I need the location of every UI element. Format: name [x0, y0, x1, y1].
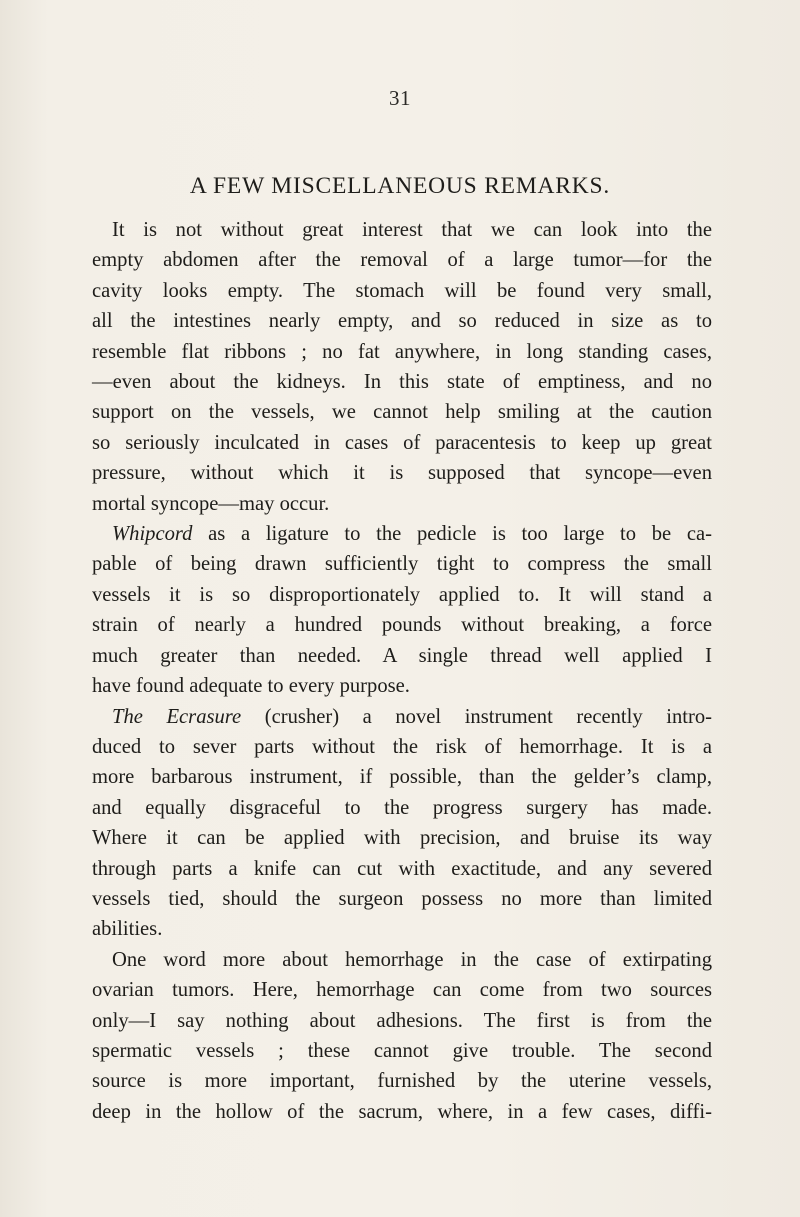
- text-line: vessels tied, should the surgeon possess no more than limited: [92, 887, 712, 910]
- text-line: all the intestines nearly empty, and so reduced in size as to: [92, 310, 712, 333]
- text-line: pable of being drawn sufficiently tight to compress the small: [92, 553, 712, 576]
- paragraph-2: [92, 519, 712, 701]
- text-line: mortal syncope—may occur.: [92, 492, 330, 515]
- italic-term-whipcord: Whipcord: [112, 523, 193, 546]
- text-line: have found adequate to every purpose.: [92, 675, 410, 698]
- text-line: deep in the hollow of the sacrum, where, in a few cases, diffi-: [92, 1100, 712, 1123]
- text-line: more barbarous instrument, if possible, than the gelder’s clamp,: [92, 766, 712, 789]
- text-line: source is more important, furnished by the uterine vessels,: [92, 1070, 712, 1093]
- text-line: empty abdomen after the removal of a large tumor—for the: [92, 249, 712, 272]
- body-text: [92, 215, 712, 1127]
- text-line: and equally disgraceful to the progress surgery has made.: [92, 796, 712, 819]
- text-line: pressure, without which it is supposed that syncope—even: [92, 462, 712, 485]
- text-line: Where it can be applied with precision, and bruise its way: [92, 827, 712, 850]
- text-line: only—I say nothing about adhesions. The first is from the: [92, 1009, 712, 1032]
- paragraph-3: [92, 702, 712, 945]
- text-line: much greater than needed. A single thread well applied I: [92, 644, 712, 667]
- text-line: The Ecrasure (crusher) a novel instrument recently intro-: [112, 705, 712, 728]
- paragraph-1: [92, 215, 712, 519]
- text-line: One word more about hemorrhage in the case of extirpating: [112, 948, 712, 971]
- text-line: It is not without great interest that we can look into the: [112, 219, 712, 241]
- text-line: through parts a knife can cut with exactitude, and any severed: [92, 857, 712, 880]
- italic-term-ecrasure: The Ecrasure: [112, 705, 242, 728]
- text-line: vessels it is so disproportionately applied to. It will stand a: [92, 583, 712, 606]
- text-line: ovarian tumors. Here, hemorrhage can come from two sources: [92, 979, 712, 1002]
- text-line: abilities.: [92, 918, 163, 941]
- text-line: —even about the kidneys. In this state of emptiness, and no: [92, 371, 712, 394]
- text-line: support on the vessels, we cannot help smiling at the caution: [92, 401, 712, 424]
- page-number: 31: [389, 86, 411, 110]
- text-line: cavity looks empty. The stomach will be found very small,: [92, 279, 712, 302]
- text-line: spermatic vessels ; these cannot give trouble. The second: [92, 1039, 712, 1062]
- text-line: strain of nearly a hundred pounds without breaking, a force: [92, 614, 712, 637]
- text-line: duced to sever parts without the risk of hemorrhage. It is a: [92, 735, 712, 758]
- paragraph-4: [92, 945, 712, 1127]
- text-line: so seriously inculcated in cases of paracentesis to keep up great: [92, 431, 712, 454]
- text-line: Whipcord as a ligature to the pedicle is too large to be ca-: [112, 523, 712, 546]
- text-line: resemble flat ribbons ; no fat anywhere, in long standing cases,: [92, 340, 712, 363]
- section-title: A FEW MISCELLANEOUS REMARKS.: [189, 173, 611, 199]
